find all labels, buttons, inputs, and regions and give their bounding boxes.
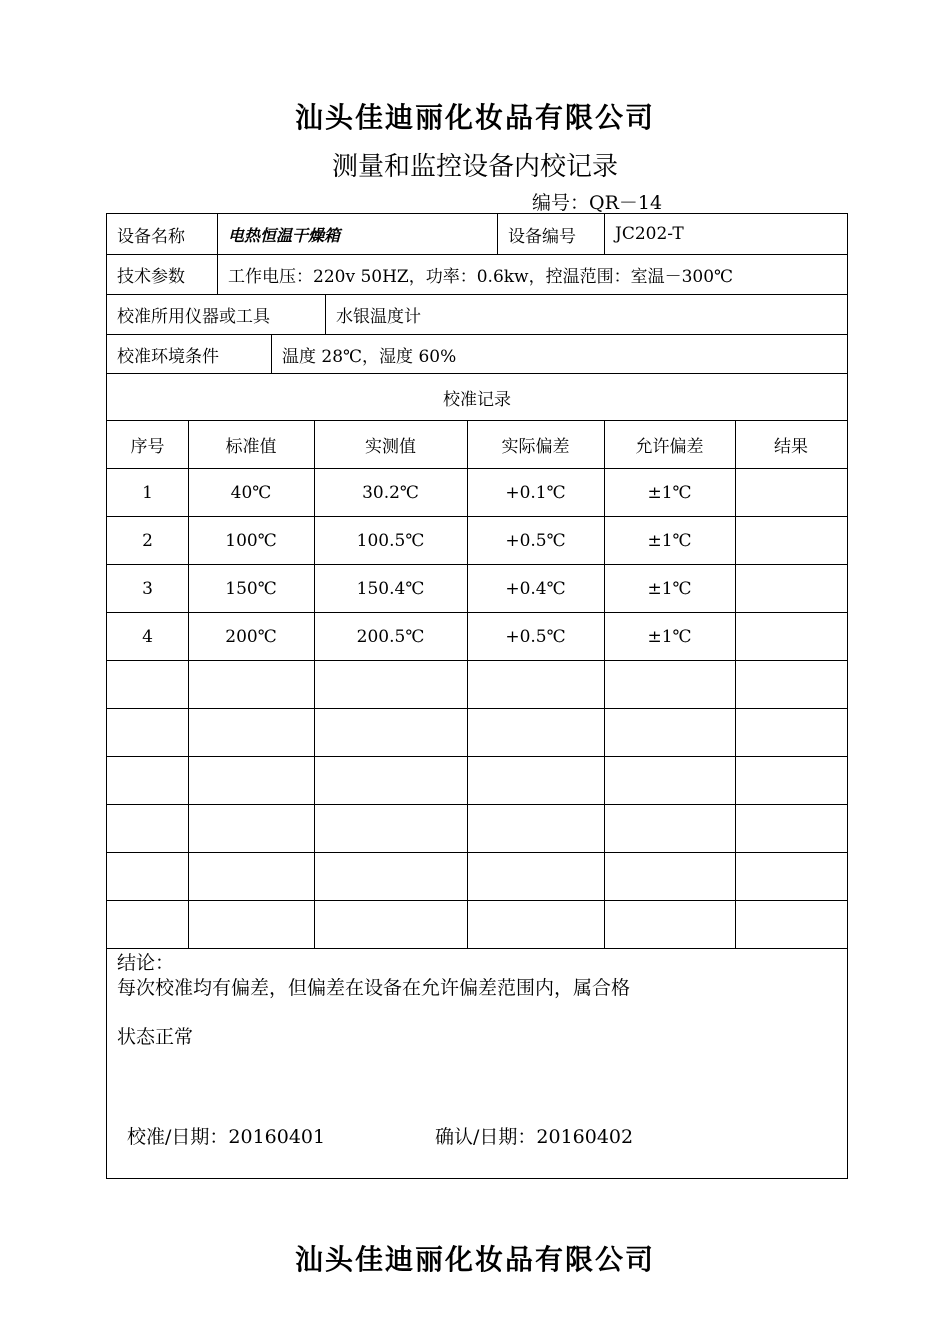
table-cell: ±1℃ (647, 482, 692, 503)
table-cell (604, 853, 735, 900)
table-cell (735, 661, 847, 708)
table-cell (735, 901, 847, 948)
table-cell: ±1℃ (647, 626, 692, 647)
table-cell: 30.2℃ (362, 482, 419, 503)
document-code: 编号：QR－14 (532, 192, 663, 214)
table-cell: ±1℃ (647, 530, 692, 551)
table-cell (467, 805, 604, 852)
table-cell (188, 853, 314, 900)
table-cell (107, 805, 188, 852)
table-cell (107, 853, 188, 900)
table-cell: 200.5℃ (356, 626, 425, 647)
table-cell (604, 805, 735, 852)
table-row-divider (107, 948, 847, 949)
company-name: 汕头佳迪丽化妆品有限公司 (294, 101, 655, 134)
table-cell (467, 709, 604, 756)
table-cell: +0.4℃ (505, 578, 566, 599)
table-cell (735, 565, 847, 612)
device-name-value: 电热恒温干燥箱 (228, 225, 341, 245)
table-cell: 4 (142, 626, 153, 647)
table-cell (107, 709, 188, 756)
table-cell: 200℃ (225, 626, 277, 647)
table-cell: 40℃ (230, 482, 272, 503)
table-cell (604, 901, 735, 948)
table-cell (314, 901, 467, 948)
table-cell (604, 709, 735, 756)
document-title: 测量和监控设备内校记录 (331, 152, 618, 182)
table-cell (735, 613, 847, 660)
device-no-label: 设备编号 (508, 226, 576, 247)
table-cell (188, 661, 314, 708)
tech-label: 技术参数 (117, 267, 185, 287)
table-cell (735, 853, 847, 900)
table-header-cell: 结果 (774, 437, 808, 457)
table-cell (314, 661, 467, 708)
table-cell: 3 (142, 578, 153, 599)
table-cell: 150℃ (225, 578, 277, 599)
conclusion-label: 结论： (117, 952, 175, 974)
table-cell: ±1℃ (647, 578, 692, 599)
table-cell (107, 757, 188, 804)
calibrate-date: 校准/日期：20160401 (127, 1126, 326, 1148)
table-cell (107, 901, 188, 948)
table-header-cell: 标准值 (225, 437, 277, 457)
table-cell (314, 853, 467, 900)
table-cell: +0.5℃ (505, 626, 566, 647)
table-cell: 150.4℃ (356, 578, 425, 599)
footer-company-name: 汕头佳迪丽化妆品有限公司 (294, 1243, 655, 1276)
record-section-title: 校准记录 (443, 389, 511, 410)
env-value: 温度 28℃，湿度 60% (282, 346, 457, 367)
table-cell (314, 709, 467, 756)
table-cell (188, 757, 314, 804)
device-name-label: 设备名称 (117, 226, 185, 247)
table-header-cell: 实际偏差 (501, 437, 570, 457)
table-cell (467, 661, 604, 708)
table-cell (188, 901, 314, 948)
record-form (106, 213, 848, 1179)
table-cell (188, 805, 314, 852)
table-header-cell: 序号 (130, 437, 165, 457)
table-cell (735, 805, 847, 852)
table-cell (188, 709, 314, 756)
table-header-cell: 实测值 (365, 437, 416, 457)
table-cell (604, 757, 735, 804)
table-cell: +0.1℃ (505, 482, 566, 503)
table-cell: +0.5℃ (505, 530, 566, 551)
env-label: 校准环境条件 (117, 346, 219, 367)
table-cell (314, 805, 467, 852)
table-header-cell: 允许偏差 (635, 437, 704, 457)
tech-value: 工作电压：220v 50HZ，功率：0.6kw，控温范围：室温－300℃ (228, 267, 734, 287)
confirm-date: 确认/日期：20160402 (435, 1126, 634, 1148)
table-cell (314, 757, 467, 804)
table-cell (467, 901, 604, 948)
table-cell: 100.5℃ (356, 530, 425, 551)
table-cell (735, 469, 847, 516)
conclusion-line2: 状态正常 (117, 1026, 194, 1048)
conclusion-line1: 每次校准均有偏差，但偏差在设备在允许偏差范围内，属合格 (117, 977, 631, 999)
table-cell: 1 (142, 482, 153, 503)
tool-value: 水银温度计 (336, 307, 421, 327)
table-cell (107, 661, 188, 708)
table-cell (604, 661, 735, 708)
table-cell (735, 517, 847, 564)
table-cell (467, 853, 604, 900)
tool-label: 校准所用仪器或工具 (117, 307, 270, 327)
table-cell (735, 709, 847, 756)
table-cell: 100℃ (225, 530, 277, 551)
device-no-value: JC202-T (615, 224, 684, 244)
table-cell: 2 (142, 530, 153, 551)
table-cell (467, 757, 604, 804)
table-cell (735, 757, 847, 804)
